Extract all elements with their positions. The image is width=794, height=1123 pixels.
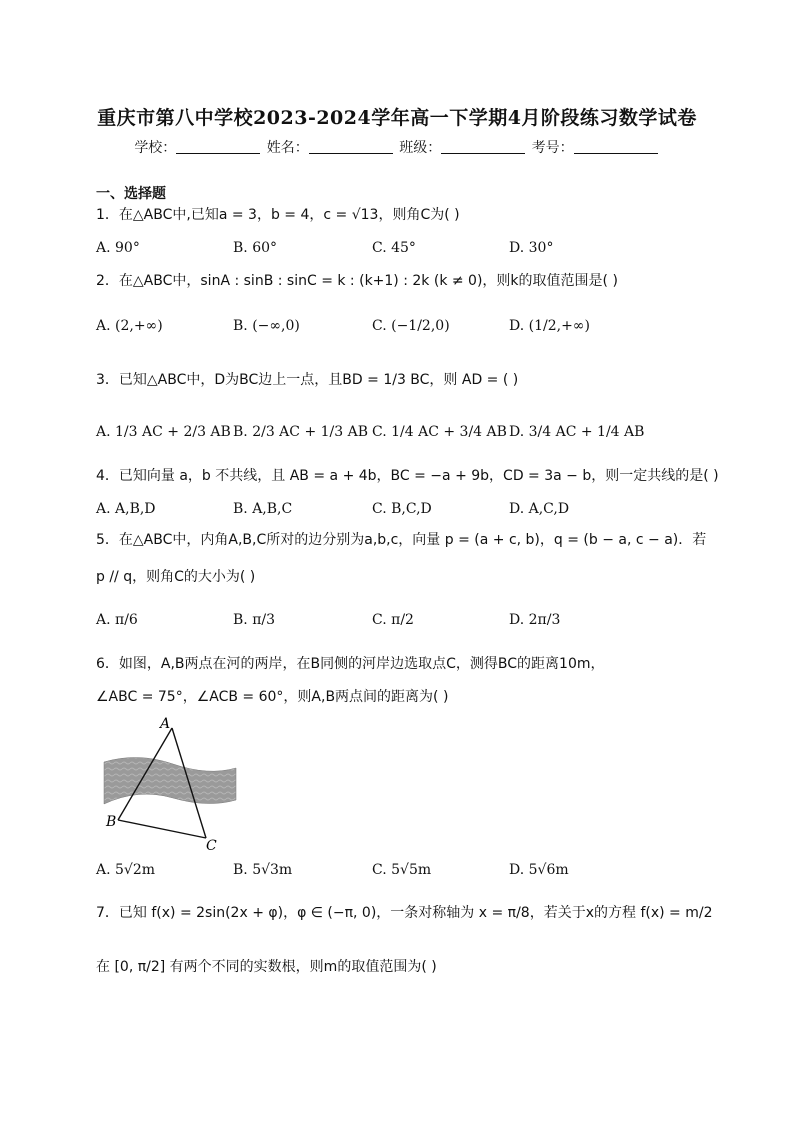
question-5-stem-cont: p // q，则角C的大小为( ) bbox=[96, 569, 256, 585]
student-info-line bbox=[0, 137, 794, 157]
option-c[interactable]: C. π/2 bbox=[372, 612, 414, 628]
option-d[interactable]: D. 5√6m bbox=[509, 862, 569, 878]
river-band bbox=[104, 757, 236, 804]
option-a[interactable]: A. (2,+∞) bbox=[96, 318, 163, 334]
school-blank[interactable] bbox=[176, 139, 260, 154]
option-a[interactable]: A. π/6 bbox=[96, 612, 138, 628]
label-c: C bbox=[206, 838, 217, 854]
option-b[interactable]: B. 60° bbox=[233, 240, 278, 256]
option-d[interactable]: D. 3/4 AC + 1/4 AB bbox=[509, 424, 645, 440]
name-label: 姓名： bbox=[266, 140, 309, 156]
option-b[interactable]: B. 2/3 AC + 1/3 AB bbox=[233, 424, 369, 440]
option-a[interactable]: A. A,B,D bbox=[96, 501, 156, 517]
question-5-stem: 5．在△ABC中，内角A,B,C所对的边分别为a,b,c，向量 p = (a + c, b)，q = (b − a, c − a)．若 bbox=[96, 532, 707, 548]
question-4-options bbox=[96, 501, 696, 525]
option-c[interactable]: C. 5√5m bbox=[372, 862, 432, 878]
option-c[interactable]: C. (−1/2,0) bbox=[372, 318, 450, 334]
question-6-options bbox=[96, 862, 696, 886]
number-label: 考号： bbox=[531, 140, 574, 156]
question-7-stem-cont: 在 [0, π/2] 有两个不同的实数根，则m的取值范围为( ) bbox=[96, 959, 437, 975]
option-b[interactable]: B. π/3 bbox=[233, 612, 276, 628]
option-b[interactable]: B. A,B,C bbox=[233, 501, 293, 517]
question-3-options bbox=[96, 424, 696, 448]
option-d[interactable]: D. 2π/3 bbox=[509, 612, 561, 628]
question-5-options bbox=[96, 612, 696, 636]
question-2-options bbox=[96, 318, 696, 342]
section-heading: 一、选择题 bbox=[96, 186, 166, 202]
question-1-stem: 1．在△ABC中,已知a = 3，b = 4，c = √13，则角C为( ) bbox=[96, 207, 460, 223]
option-c[interactable]: C. B,C,D bbox=[372, 501, 432, 517]
option-c[interactable]: C. 45° bbox=[372, 240, 416, 256]
class-blank[interactable] bbox=[441, 139, 525, 154]
option-a[interactable]: A. 1/3 AC + 2/3 AB bbox=[96, 424, 231, 440]
number-blank[interactable] bbox=[574, 139, 658, 154]
question-6-stem: 6．如图，A,B两点在河的两岸，在B同侧的河岸边选取点C，测得BC的距离10m， bbox=[96, 656, 605, 672]
question-2-stem: 2．在△ABC中，sinA : sinB : sinC = k : (k+1) : 2k (k ≠ 0)，则k的取值范围是( ) bbox=[96, 273, 618, 289]
label-a: A bbox=[160, 716, 171, 732]
option-d[interactable]: D. A,C,D bbox=[509, 501, 570, 517]
option-b[interactable]: B. 5√3m bbox=[233, 862, 293, 878]
school-label: 学校： bbox=[134, 140, 177, 156]
river-triangle-figure bbox=[98, 712, 248, 854]
name-blank[interactable] bbox=[309, 139, 393, 154]
question-3-stem: 3．已知△ABC中，D为BC边上一点，且BD = 1/3 BC，则 AD = ( ) bbox=[96, 372, 519, 388]
option-a[interactable]: A. 5√2m bbox=[96, 862, 156, 878]
label-b: B bbox=[106, 814, 117, 830]
option-a[interactable]: A. 90° bbox=[96, 240, 140, 256]
question-7-stem: 7．已知 f(x) = 2sin(2x + φ)，φ ∈ (−π, 0)，一条对称轴为 x = π/8，若关于x的方程 f(x) = m/2 bbox=[96, 905, 713, 921]
segment-bc bbox=[118, 820, 206, 838]
exam-title: 重庆市第八中学校2023-2024学年高一下学期4月阶段练习数学试卷 bbox=[97, 107, 697, 129]
option-b[interactable]: B. (−∞,0) bbox=[233, 318, 300, 334]
option-c[interactable]: C. 1/4 AC + 3/4 AB bbox=[372, 424, 507, 440]
class-label: 班级： bbox=[399, 140, 442, 156]
question-4-stem: 4．已知向量 a，b 不共线，且 AB = a + 4b，BC = −a + 9b，CD = 3a − b，则一定共线的是( ) bbox=[96, 468, 719, 484]
option-d[interactable]: D. 30° bbox=[509, 240, 554, 256]
question-6-stem-cont: ∠ABC = 75°，∠ACB = 60°，则A,B两点间的距离为( ) bbox=[96, 689, 449, 705]
option-d[interactable]: D. (1/2,+∞) bbox=[509, 318, 590, 334]
question-1-options bbox=[96, 240, 696, 264]
